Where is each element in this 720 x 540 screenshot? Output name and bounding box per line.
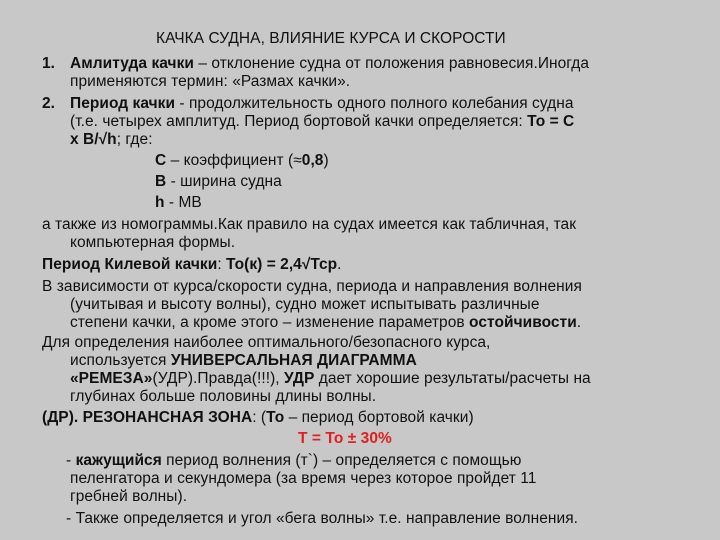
def-c-end: ) [323, 152, 329, 169]
wave-direction-line: - Также определяется и угол «бега волны» т.е. направление волнения. [66, 510, 579, 527]
universal-diagram-term: УНИВЕРСАЛЬНАЯ ДИАГРАММА [170, 352, 417, 369]
apparent-line-3: гребней волны). [70, 488, 188, 505]
def-b-symbol: В [155, 173, 167, 190]
roll-period-formula-cont: х В/√h [70, 131, 117, 148]
amplitude-term: Амлитуда качки [70, 55, 194, 72]
apparent-line-2: пеленгатора и секундомера (за время через которое пройдет 11 [70, 470, 537, 487]
nomogram-line-2: компьютерная формы. [70, 234, 236, 251]
def-h [155, 194, 202, 212]
item-2-line-1 [70, 95, 574, 113]
udr-term: УДР [284, 370, 315, 387]
para2-udr-text: (УДР).Правда(!!!), [152, 370, 285, 387]
para2-line-3 [70, 370, 591, 388]
def-c-symbol: С [155, 152, 167, 169]
amplitude-definition: – отклонение судна от положения равновесия.Иногда [194, 55, 590, 72]
para2-line-2 [70, 352, 417, 370]
item-1-line-1 [70, 55, 589, 73]
resonance-desc: – период бортовой качки) [284, 409, 474, 426]
def-b [155, 173, 282, 191]
resonance-colon: : ( [252, 409, 267, 426]
para1-text: степени качки, а кроме этого – изменение параметров [70, 314, 470, 331]
item-1-number: 1. [42, 55, 55, 72]
resonance-zone [42, 409, 474, 427]
def-c [155, 152, 329, 170]
remez-term: «РЕМЕЗА» [70, 370, 153, 387]
where-text: ; где: [116, 131, 153, 148]
def-c-text: – коэффициент (≈ [166, 152, 302, 169]
stability-term: остойчивости [469, 314, 577, 331]
para1-line-2: (учитывая и высоту волны), судно может испытывать различные [70, 296, 540, 313]
period-text: (т.е. четырех амплитуд. Период бортовой качки определяется: [70, 113, 528, 130]
keel-end: . [337, 256, 342, 273]
keel-colon: : [217, 256, 227, 273]
item-2-line-2 [70, 113, 574, 131]
def-b-text: - ширина судна [166, 173, 282, 190]
nomogram-line-1: а также из номограммы.Как правило на судах имеется как табличная, так [42, 216, 577, 233]
para2-line-1: Для определения наиболее оптимального/безопасного курса, [42, 334, 491, 351]
period-definition: - продолжительность одного полного колебания судна [175, 95, 574, 112]
para2-udr-rest: дает хорошие результаты/расчеты на [314, 370, 591, 387]
apparent-line-1 [66, 452, 521, 470]
para2-text: используется [70, 352, 171, 369]
resonance-to: То [266, 409, 285, 426]
para1-end: . [576, 314, 582, 331]
resonance-term: (ДР). РЕЗОНАНСНАЯ ЗОНА [42, 409, 253, 426]
keel-period [42, 256, 342, 274]
para1-line-1: В зависимости от курса/скорости судна, периода и направления волнения [42, 278, 582, 295]
apparent-term: кажущийся [75, 452, 162, 469]
def-h-symbol: h [155, 194, 165, 211]
slide-title: КАЧКА СУДНА, ВЛИЯНИЕ КУРСА И СКОРОСТИ [156, 30, 506, 47]
item-2-number: 2. [42, 95, 55, 112]
keel-formula: То(к) = 2,4√Тср [226, 256, 338, 273]
resonance-formula: Т = То ± 30% [298, 430, 392, 447]
para2-line-4: глубинах больше половины длины волны. [70, 388, 377, 405]
item-1-line-2: применяются термин: «Размах качки». [70, 73, 351, 90]
def-c-value: 0,8 [301, 152, 324, 169]
keel-term: Период Килевой качки [42, 256, 218, 273]
apparent-text: период волнения (т`) – определяется с помощью [161, 452, 522, 469]
item-2-line-3 [70, 131, 153, 149]
roll-period-formula: То = С [527, 113, 575, 130]
apparent-dash: - [66, 452, 76, 469]
def-h-text: - МВ [164, 194, 202, 211]
period-term: Период качки [70, 95, 176, 112]
para1-line-3 [70, 314, 581, 332]
